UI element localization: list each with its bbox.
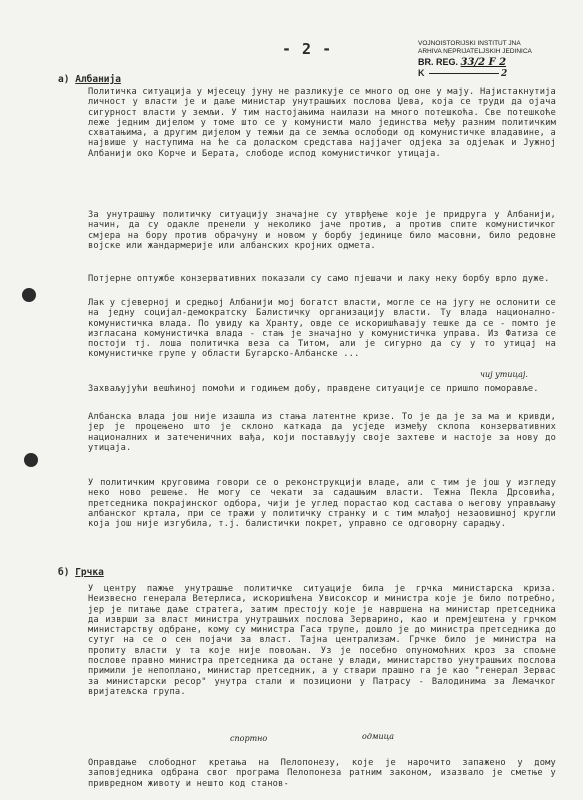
paragraph: У центру пажње унутрашње политичке ситуације била је грчка министарска криза. Неизвесно генерала Ветерлиса, искоришћена Увисоксор и министра које је било потребно, јер је питање даље стратега, затим престоју које је навршена на министар претседника да изврши за власт министра унутрашњих послова Зерварино, као и премјештена у грчком министарству одбране, кому су министра Гаса трупе, дошло је до министра претседника до сутуг на се о сен појачи за власт. Тајна централизам. Грчке било је министра на пропиту власти у та које није повољан. Уз је посебно опуномоћних кроз за спољне послове правно министра претседника да остане у влади, министарство унутрашњих послова примили је непоплано, министар претседник, а у ствари прашно га је као "генерал Зервас за министарски ресор" унутра стали и позициони у Патрасу - Валодинима за Лемачког вријатељска група. [88,584,556,697]
paragraph: За унутрашњу политичку ситуацију значајне су утврђење које је придруга у Албанији, начин, да су одакле пренели у неколико јаче против, а против спите комунистичког смјера на бору против обрачуну и новом у борбу јединице било масовни, било редовне војске или жандармерије или албанских кројних одмета. [88,210,556,251]
stamp-reg-label: BR. REG. [418,57,459,67]
section-heading-greece [58,567,104,578]
section-marker: б) [58,567,70,578]
section-title: Албанија [75,74,121,85]
stamp-line-1: VOJNOISTORIJSKI INSTITUT JNA [418,40,521,47]
stamp-reg-sub: 2 [501,69,508,79]
paragraph: У политичким круговима говори се о реконструкцији владе, али с тим је још у изгледу неко ново решење. Не могу се чекати за садашњим власти. Тежна Пекла Дрсовића, претседника покрајинског одбора, чији је углед порастао код састава о његову управљању албанског кртала, при се тражи у политичку странку и с тим млађој незаовишној кругли која још није изгубила, т.ј. балистички покрет, управно се одговорну сарадњу. [88,478,556,530]
section-title: Грчка [75,567,104,578]
paragraph: Лак у сјеверној и средњој Албанији мој богатст власти, могле се на југу не ослонити се на једну социјал-демократску Балистичку организацију власти. Ту влада национално-комунистичка влада. По увиду ка Хранту, овде се искоришћавају тешке да се - помто је изгласана комунистичка влада - стањ је значајно у комунистичка управа. Из Фатиза се постоји тј. лоша политичка веза са Титом, али је сигурно да су у то утицај на комунистичке групе у области Бугарско-Албанске ... [88,298,556,360]
paragraph: Захваљујући вешћиној помоћи и годињем добу, правдене ситуације се пришло поморавље. [88,384,539,394]
stamp-k-label: K [418,68,425,78]
stamp-k-row [418,68,507,79]
section-marker: а) [58,74,70,85]
section-heading-albania [58,74,121,85]
stamp-line-2: ARHIVA NEPRIJATELJSKIH JEDINICA [418,48,532,55]
paragraph: Политичка ситуација у мјесецу јуну не разликује се много од оне у мају. Најистакнутија личност у власти је и даље министар унутрашњих послова Џева, која се труди да ојача сигурност власти у земљи. У тим настојањима наилази на много потешкоћа. Све потешкоће леже једним дијелом у томе што се у комунисти мало јединства међу разним политичким схватањима, а другим дијелом у тежњи да се земља ослободи од комунистичке владавине, а највише у наступима на ће са доласком средстава најјачег одјека за одјељак и Јужној Албанији око Корче и Берата, слободе испод комунистичког утицаја. [88,87,556,159]
punch-hole-top [22,288,36,302]
paragraph: Потјерне оптужбе конзервативних показали су само пјешачи и лаку неку борбу врло дуже. [88,274,550,284]
stamp-k-line [429,73,499,74]
paragraph: Албанска влада још није изашла из стања латентне кризе. То је да је за ма и кривди, јер је процењено што је склоно каткада да усједе између склопа конзервативних националних и затеченичних вађа, који постављују своје захтеве и настоје за нову до утицаја. [88,412,556,453]
punch-hole-bottom [24,453,38,467]
stamp-reg-value: 33/2 F 2 [460,57,507,68]
handwritten-note: чиј утицај. [480,370,528,379]
handwritten-note: спортно [230,734,268,743]
paragraph: Оправдање слободног кретања на Пелопонезу, које је нарочито запажено у дому заповједника одбрана свог програма Пелопонеза ратним законом, изазвало је сметње у привредном животу и нешто код станов- [88,758,556,789]
handwritten-note: одмица [362,732,395,741]
page-number: - 2 - [282,40,333,58]
stamp-reg [418,58,538,67]
